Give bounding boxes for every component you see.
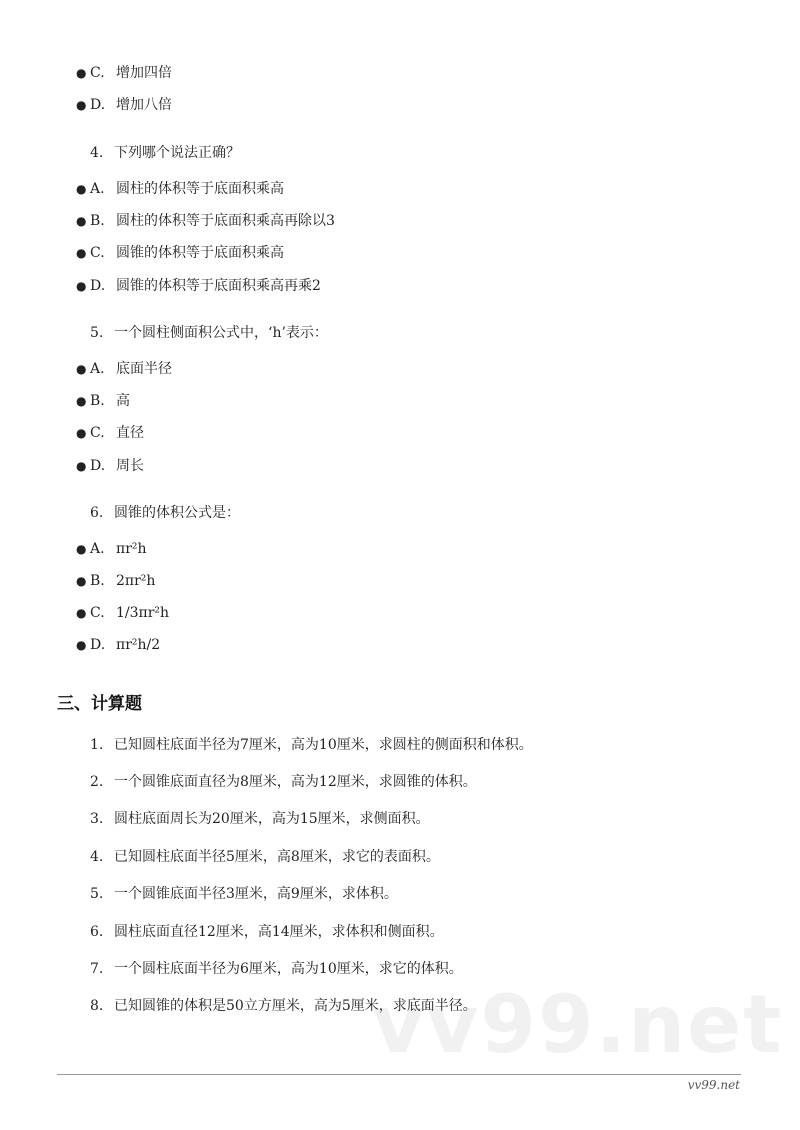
item-number: 6. (90, 924, 104, 940)
question-text: 一个圆柱侧面积公式中，‘h’表示： (114, 325, 328, 341)
bullet: ● (76, 214, 87, 228)
option-letter: C. (90, 605, 105, 621)
question-number: 6. (90, 505, 104, 521)
bullet: ● (76, 394, 87, 408)
watermark: vv99.net (372, 978, 784, 1071)
bullet: ● (76, 542, 87, 556)
option-item (76, 635, 160, 655)
bullet: ● (76, 574, 87, 588)
option-letter: D. (90, 278, 106, 294)
item-number: 3. (90, 811, 104, 827)
option-text: 增加四倍 (116, 65, 172, 81)
bullet: ● (76, 279, 87, 293)
option-text: 直径 (116, 425, 144, 441)
calc-item (90, 847, 440, 867)
section-heading: 三、计算题 (57, 694, 142, 714)
question-number: 4. (90, 145, 104, 161)
calc-item (90, 772, 477, 792)
item-text: 已知圆锥的体积是50立方厘米，高为5厘米，求底面半径。 (114, 998, 477, 1014)
option-text: 圆锥的体积等于底面积乘高 (116, 245, 284, 261)
option-text: πr²h/2 (116, 637, 161, 653)
bullet: ● (76, 638, 87, 652)
item-text: 圆柱底面周长为20厘米，高为15厘米，求侧面积。 (114, 811, 430, 827)
option-text: 底面半径 (116, 361, 172, 377)
calc-item (90, 809, 430, 829)
option-letter: A. (90, 361, 105, 377)
option-text: 圆柱的体积等于底面积乘高再除以3 (116, 213, 335, 229)
option-text: 1/3πr²h (116, 605, 170, 621)
bullet: ● (76, 606, 87, 620)
item-text: 已知圆柱底面半径5厘米，高8厘米，求它的表面积。 (114, 849, 440, 865)
question-text: 下列哪个说法正确？ (114, 145, 240, 161)
bullet: ● (76, 459, 87, 473)
bullet: ● (76, 362, 87, 376)
option-text: 圆锥的体积等于底面积乘高再乘2 (116, 278, 321, 294)
option-item (76, 95, 172, 115)
question-text: 圆锥的体积公式是： (114, 505, 240, 521)
option-text: 周长 (116, 458, 144, 474)
calc-item (90, 959, 463, 979)
option-text: 2πr²h (116, 573, 156, 589)
bullet: ● (76, 246, 87, 260)
option-letter: A. (90, 181, 105, 197)
option-item (76, 456, 144, 476)
item-text: 一个圆锥底面直径为8厘米，高为12厘米，求圆锥的体积。 (114, 774, 477, 790)
question-5 (90, 323, 328, 343)
calc-item (90, 735, 533, 755)
option-text: 圆柱的体积等于底面积乘高 (116, 181, 284, 197)
item-text: 一个圆锥底面半径3厘米，高9厘米，求体积。 (114, 886, 398, 902)
option-item (76, 423, 144, 443)
option-letter: D. (90, 637, 106, 653)
option-letter: D. (90, 458, 106, 474)
option-text: 高 (116, 393, 130, 409)
bullet: ● (76, 182, 87, 196)
option-letter: B. (90, 213, 105, 229)
option-letter: C. (90, 65, 105, 81)
option-item (76, 211, 335, 231)
option-letter: C. (90, 425, 105, 441)
option-letter: D. (90, 97, 106, 113)
item-number: 4. (90, 849, 104, 865)
option-item (76, 276, 321, 296)
question-6 (90, 503, 240, 523)
option-text: πr²h (116, 541, 147, 557)
bullet: ● (76, 66, 87, 80)
question-number: 5. (90, 325, 104, 341)
option-item (76, 359, 172, 379)
option-item (76, 179, 284, 199)
option-item (76, 571, 155, 591)
calc-item (90, 884, 398, 904)
footer-divider (57, 1074, 741, 1075)
option-letter: A. (90, 541, 105, 557)
item-number: 1. (90, 737, 104, 753)
bullet: ● (76, 98, 87, 112)
item-number: 7. (90, 961, 104, 977)
option-item (76, 603, 169, 623)
item-number: 2. (90, 774, 104, 790)
option-text: 增加八倍 (116, 97, 172, 113)
bullet: ● (76, 426, 87, 440)
item-text: 一个圆柱底面半径为6厘米，高为10厘米，求它的体积。 (114, 961, 463, 977)
question-4 (90, 143, 240, 163)
footer-site: vv99.net (687, 1078, 740, 1092)
option-letter: B. (90, 573, 105, 589)
item-text: 圆柱底面直径12厘米，高14厘米，求体积和侧面积。 (114, 924, 444, 940)
option-item (76, 539, 147, 559)
option-item (76, 243, 284, 263)
item-number: 5. (90, 886, 104, 902)
option-letter: B. (90, 393, 105, 409)
option-letter: C. (90, 245, 105, 261)
item-text: 已知圆柱底面半径为7厘米，高为10厘米，求圆柱的侧面积和体积。 (114, 737, 533, 753)
option-item (76, 391, 130, 411)
option-item (76, 63, 172, 83)
calc-item (90, 922, 444, 942)
item-number: 8. (90, 998, 104, 1014)
